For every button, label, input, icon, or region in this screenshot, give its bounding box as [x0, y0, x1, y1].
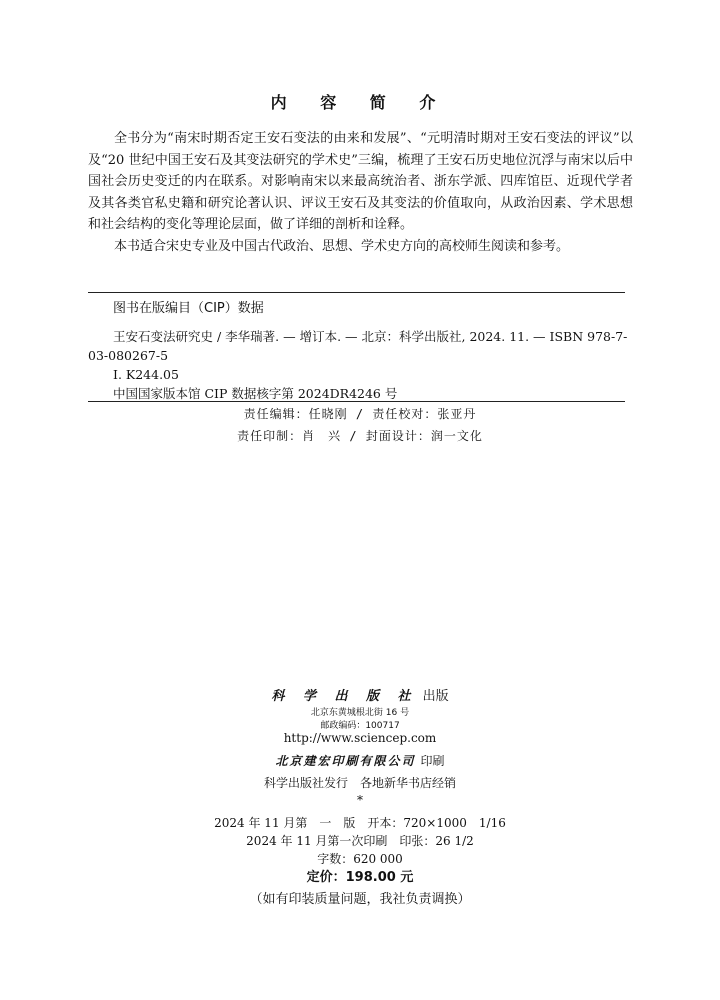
divider: [88, 401, 625, 402]
price-line: 定价：198.00 元: [306, 870, 414, 885]
printer-suffix: 印刷: [420, 754, 445, 768]
separator-star: *: [357, 793, 363, 807]
printing-line: 2024 年 11 月第一次印刷 印张：26 1/2: [246, 834, 474, 848]
publisher-url: http://www.sciencep.com: [283, 731, 437, 745]
cip-data: [88, 327, 630, 403]
publisher-name: 科 学 出 版 社: [271, 689, 418, 704]
printer-name: 北京建宏印刷有限公司: [275, 754, 416, 768]
quality-notice: （如有印装质量问题，我社负责调换）: [249, 892, 471, 907]
intro-paragraph: 本书适合宋史专业及中国古代政治、思想、学术史方向的高校师生阅读和参考。: [114, 238, 570, 254]
publisher-line: [0, 685, 720, 704]
credits-line: 责任印制：肖 兴 / 封面设计：润一文化: [237, 429, 483, 443]
cip-line: 03-080267-5: [88, 348, 169, 363]
publisher-address: 北京东黄城根北街 16 号: [310, 708, 410, 718]
printer-line: [0, 750, 720, 769]
cip-title: 图书在版编目（CIP）数据: [113, 301, 264, 316]
introduction: [88, 128, 633, 257]
edition-line: 2024 年 11 月第 一 版 开本：720×1000 1/16: [214, 816, 506, 830]
intro-paragraph: 全书分为“南宋时期否定王安石变法的由来和发展”、“元明清时期对王安石变法的评议”以及“20 世纪中国王安石及其变法研究的学术史”三编，梳理了王安石历史地位沉浮与南宋以后中国社会历史变迁的内在联系。对影响南宋以来最高统治者、浙东学派、四库馆臣、近现代学者及其各类官私史籍和研究论著认识、评议王安石及其变法的价值取向，从政治因素、学术思想和社会结构的变化等理论层面，做了详细的剖析和诠释。: [88, 131, 633, 232]
cip-line: Ⅰ. K244.05: [113, 367, 179, 382]
divider: [88, 292, 625, 293]
publisher-suffix: 出版: [422, 689, 449, 704]
cip-line: 中国国家版本馆 CIP 数据核字第 2024DR4246 号: [113, 386, 398, 401]
publisher-postcode: 邮政编码：100717: [320, 721, 400, 731]
page-title: 内 容 简 介: [270, 93, 450, 112]
credits-line: 责任编辑：任晓刚 / 责任校对：张亚丹: [243, 407, 477, 421]
wordcount-line: 字数：620 000: [317, 852, 403, 866]
cip-line: 王安石变法研究史 / 李华瑞著. — 增订本. — 北京：科学出版社, 2024. 11. — ISBN 978-7-: [113, 329, 628, 344]
distribution-line: 科学出版社发行 各地新华书店经销: [263, 776, 456, 790]
